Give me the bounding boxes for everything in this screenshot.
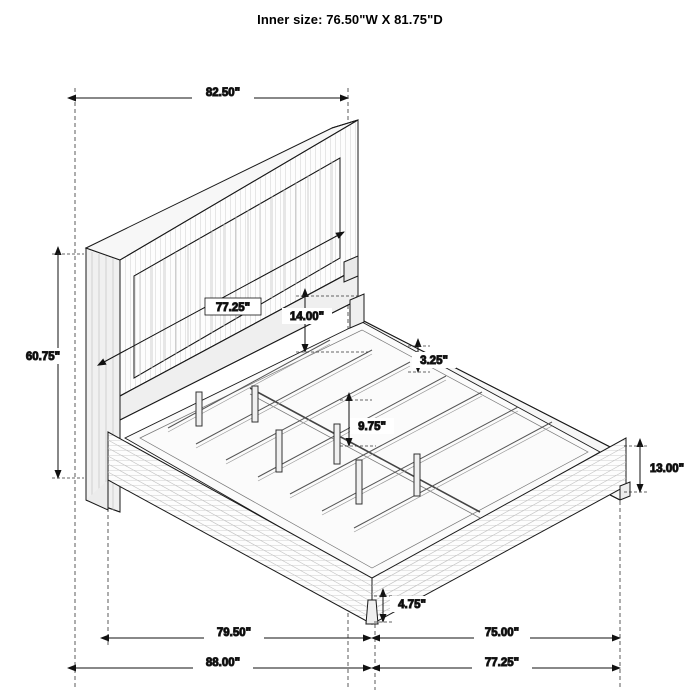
dim-top-width: 82.50" xyxy=(205,87,241,99)
dim-base-left: 88.00" xyxy=(205,657,241,669)
dim-headboard-inner-width: 77.25" xyxy=(215,302,251,314)
dim-rail-height: 14.00" xyxy=(289,311,325,323)
dim-slat-thickness: 3.25" xyxy=(420,355,448,367)
page-title: Inner size: 76.50"W X 81.75"D xyxy=(257,12,443,27)
dim-foot-height: 4.75" xyxy=(398,599,426,611)
dim-base-right: 77.25" xyxy=(484,657,520,669)
dim-side-height: 13.00" xyxy=(649,463,685,475)
dim-overall-height: 60.75" xyxy=(25,351,61,363)
dim-bottom-right: 75.00" xyxy=(484,627,520,639)
dim-deck-height: 9.75" xyxy=(358,421,386,433)
dim-bottom-left: 79.50" xyxy=(216,627,252,639)
